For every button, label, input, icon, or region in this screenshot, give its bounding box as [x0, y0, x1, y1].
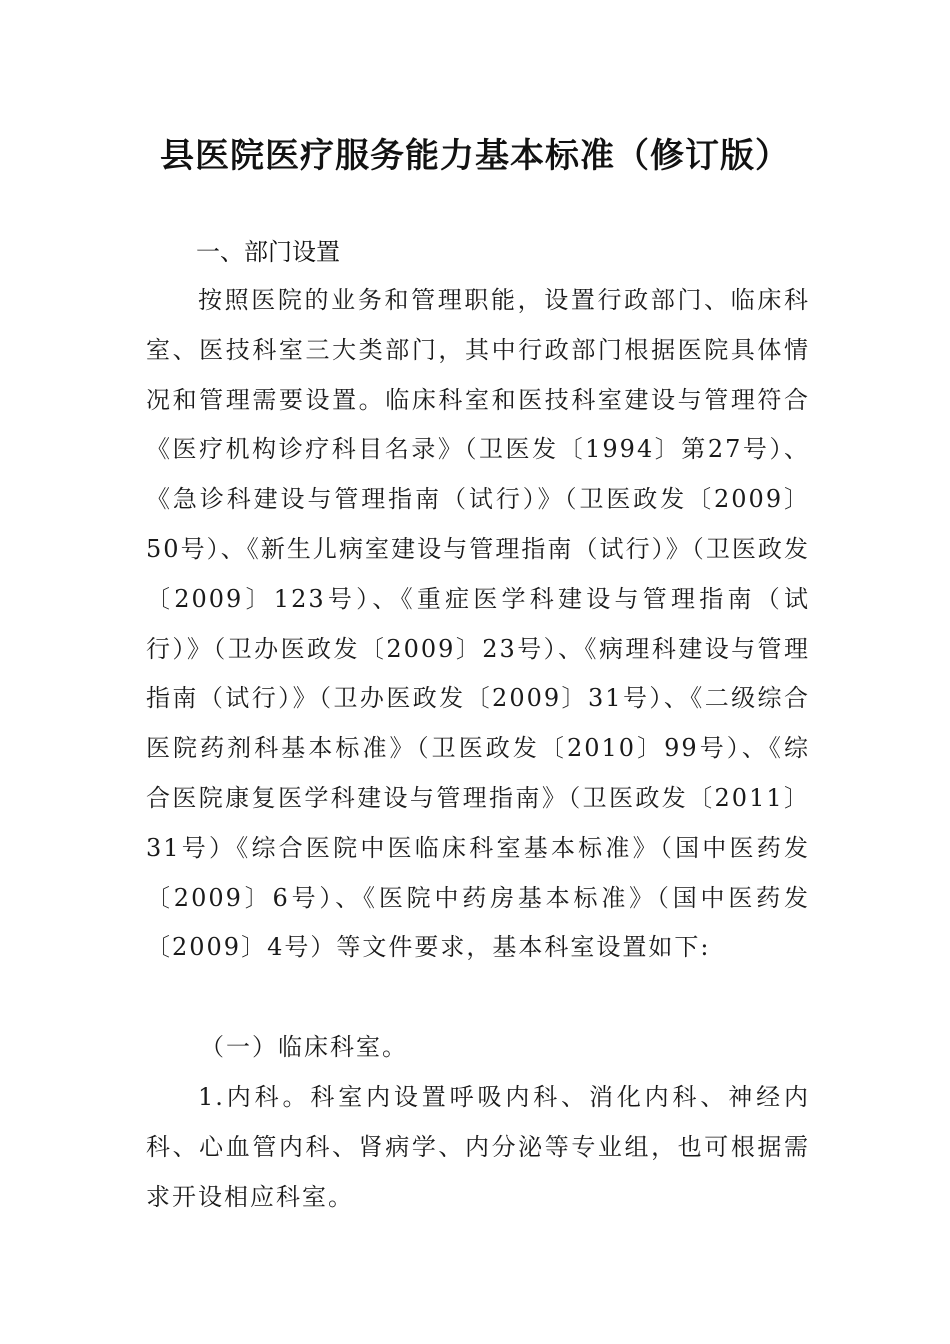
section-paragraph: 按照医院的业务和管理职能，设置行政部门、临床科室、医技科室三大类部门，其中行政部门根据医院具体情况和管理需要设置。临床科室和医技科室建设与管理符合《医疗机构诊疗科目名录》（卫医发〔1994〕第27号）、《急诊科建设与管理指南（试行）》（卫医政发〔2009〕50号）、《新生儿病室建设与管理指南（试行）》（卫医政发〔2009〕123号）、《重症医学科建设与管理指南（试行）》（卫办医政发〔2009〕23号）、《病理科建设与管理指南（试行）》（卫办医政发〔2009〕31号）、《二级综合医院药剂科基本标准》（卫医政发〔2010〕99号）、《综合医院康复医学科建设与管理指南》（卫医政发〔2011〕31号）《综合医院中医临床科室基本标准》（国中医药发〔2009〕6号）、《医院中药房基本标准》（国中医药发〔2009〕4号）等文件要求，基本科室设置如下:: [146, 286, 810, 962]
document-title: 县医院医疗服务能力基本标准（修订版）: [160, 136, 790, 176]
section-heading-department-setup: 一、部门设置: [196, 238, 340, 266]
list-item-internal-medicine: 1.内科。科室内设置呼吸内科、消化内科、神经内科、心血管内科、肾病学、内分泌等专业组，也可根据需求开设相应科室。: [146, 1083, 810, 1211]
subsection-heading-clinical-departments: （一）临床科室。: [200, 1033, 408, 1061]
